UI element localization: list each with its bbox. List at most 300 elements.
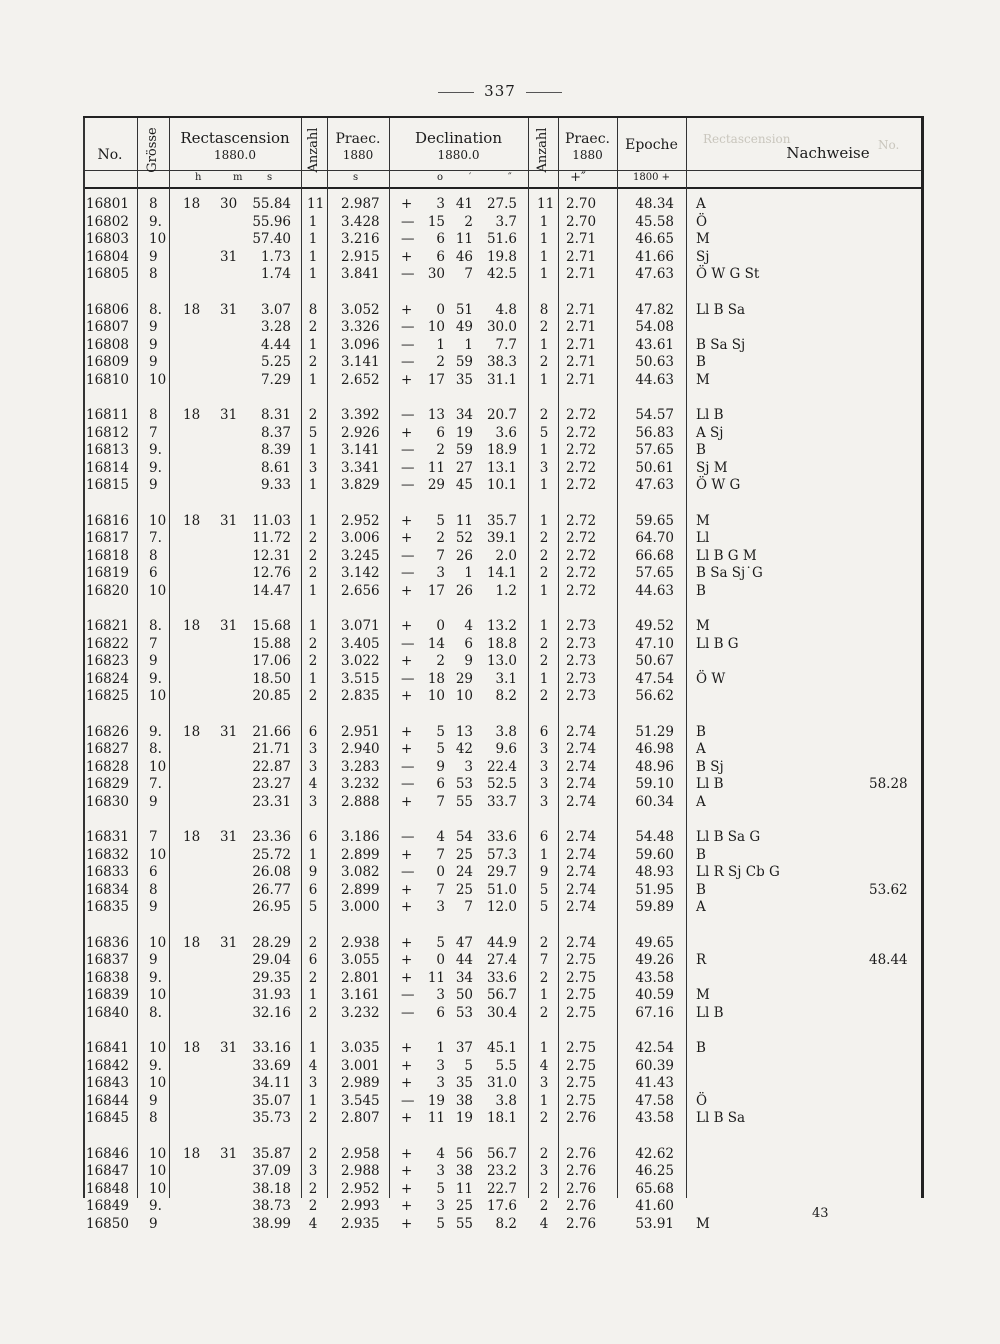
cell-ra-precession: 3.515 (341, 670, 380, 687)
cell-magnitude: 7 (149, 635, 158, 652)
table-row (83, 442, 921, 459)
cell-ra-precession: 3.232 (341, 1004, 380, 1021)
cell-references: B (696, 1040, 706, 1056)
cell-references: Ö W G St (696, 266, 760, 283)
cell-magnitude: 9. (149, 723, 162, 740)
cell-references: A (696, 741, 706, 758)
header-praec: Praec. (335, 131, 381, 147)
cell-ra-count: 2 (308, 1004, 318, 1021)
cell-magnitude: 6 (149, 565, 158, 582)
cell-dec-minutes: 55 (455, 1215, 473, 1232)
cell-magnitude: 8. (149, 618, 162, 634)
cell-ra-count: 2 (308, 1145, 318, 1162)
cell-ra-precession: 3.000 (341, 899, 380, 916)
cell-magnitude: 7. (149, 530, 162, 547)
cell-epoch: 47.82 (635, 301, 674, 318)
cell-dec-degrees: 17 (427, 371, 445, 388)
cell-dec-count: 3 (539, 793, 549, 810)
cell-ra-precession: 3.326 (341, 319, 380, 336)
cell-ra-seconds: 38.99 (252, 1215, 291, 1232)
cell-dec-count: 4 (539, 1215, 549, 1232)
cell-epoch: 42.62 (635, 1145, 674, 1162)
cell-dec-count: 4 (539, 1057, 549, 1074)
table-row (83, 864, 921, 881)
cell-dec-sign: + (401, 952, 413, 969)
cell-magnitude: 10 (149, 371, 167, 388)
cell-dec-minutes: 46 (455, 248, 473, 265)
cell-star-number: 16825 (86, 688, 129, 705)
table-row (83, 196, 921, 213)
cell-ra-seconds: 33.16 (252, 1040, 291, 1056)
cell-magnitude: 8. (149, 1004, 162, 1021)
cell-ra-minutes: 31 (220, 723, 238, 740)
cell-dec-seconds: 27.4 (486, 952, 517, 969)
cell-dec-minutes: 50 (455, 987, 473, 1004)
cell-epoch: 59.89 (635, 899, 674, 916)
cell-ra-seconds: 55.96 (252, 213, 291, 230)
header-praec-year: 1880 (342, 148, 374, 162)
cell-ra-minutes: 31 (220, 1145, 238, 1162)
cell-ra-precession: 2.801 (341, 969, 380, 986)
cell-dec-degrees: 4 (436, 1145, 445, 1162)
cell-dec-degrees: 6 (436, 248, 445, 265)
cell-ra-hours: 18 (183, 829, 201, 845)
cell-ra-precession: 3.392 (341, 407, 380, 423)
cell-dec-sign: + (401, 1040, 413, 1056)
cell-ra-count: 1 (308, 670, 318, 687)
table-row (83, 636, 921, 653)
cell-star-number: 16834 (86, 881, 129, 898)
cell-dec-minutes: 41 (455, 196, 473, 212)
cell-dec-precession: 2.74 (566, 758, 597, 775)
header-dec-unit-deg: o (437, 172, 444, 183)
cell-ra-seconds: 8.39 (260, 442, 291, 459)
cell-dec-degrees: 3 (436, 899, 445, 916)
cell-dec-precession: 2.73 (566, 688, 597, 705)
cell-dec-degrees: 19 (427, 1092, 445, 1109)
cell-star-number: 16818 (86, 547, 129, 564)
table-row (83, 319, 921, 336)
cell-dec-degrees: 6 (436, 424, 445, 441)
table-row (83, 724, 921, 741)
table-row (83, 372, 921, 389)
cell-ra-precession: 3.082 (341, 864, 380, 881)
cell-dec-minutes: 44 (455, 952, 473, 969)
cell-magnitude: 8 (149, 196, 158, 212)
cell-ra-count: 8 (308, 301, 318, 318)
cell-dec-degrees: 5 (436, 741, 445, 758)
cell-dec-sign: + (401, 793, 413, 810)
cell-epoch: 46.65 (635, 231, 674, 248)
cell-ra-precession: 3.186 (341, 829, 380, 845)
table-row (83, 741, 921, 758)
cell-references: M (696, 618, 710, 634)
cell-ra-hours: 18 (183, 934, 201, 951)
cell-epoch: 48.93 (635, 864, 674, 881)
cell-ra-count: 1 (308, 336, 318, 353)
cell-ra-seconds: 28.29 (252, 934, 291, 951)
cell-ra-count: 3 (308, 1163, 318, 1180)
table-row (83, 214, 921, 231)
cell-ra-precession: 2.926 (341, 424, 380, 441)
cell-references: Ll B Sa (696, 1110, 746, 1127)
cell-dec-precession: 2.71 (566, 301, 597, 318)
cell-epoch: 59.65 (635, 512, 674, 529)
cell-dec-sign: + (401, 1075, 413, 1092)
cell-dec-sign: — (401, 864, 415, 881)
cell-ra-count: 6 (308, 952, 318, 969)
cell-magnitude: 9. (149, 969, 162, 986)
cell-references: B (696, 723, 706, 740)
table-row (83, 425, 921, 442)
cell-dec-minutes: 11 (455, 1180, 473, 1197)
cell-star-number: 16816 (86, 512, 129, 529)
cell-star-number: 16812 (86, 424, 129, 441)
cell-dec-seconds: 18.9 (486, 442, 517, 459)
cell-dec-count: 1 (539, 512, 549, 529)
cell-ra-seconds: 23.27 (252, 776, 291, 793)
cell-magnitude: 10 (149, 846, 167, 863)
cell-epoch: 43.61 (635, 336, 674, 353)
table-row (83, 776, 921, 793)
cell-references: M (696, 512, 710, 529)
header-praec-2-unit: +″ (570, 170, 586, 185)
cell-dec-degrees: 10 (427, 319, 445, 336)
cell-dec-sign: — (401, 319, 415, 336)
cell-dec-sign: + (401, 741, 413, 758)
table-row (83, 1198, 921, 1215)
cell-ra-hours: 18 (183, 1040, 201, 1056)
cell-ra-count: 1 (308, 248, 318, 265)
cell-star-number: 16833 (86, 864, 129, 881)
cell-ra-precession: 2.935 (341, 1215, 380, 1232)
cell-magnitude: 8 (149, 407, 158, 423)
cell-ra-precession: 3.232 (341, 776, 380, 793)
cell-ra-count: 4 (308, 1057, 318, 1074)
cell-references: Ll B (696, 776, 724, 793)
cell-dec-count: 1 (539, 336, 549, 353)
cell-dec-degrees: 5 (436, 934, 445, 951)
cell-ra-count: 4 (308, 776, 318, 793)
cell-extra-epoch: 58.28 (869, 776, 908, 793)
cell-dec-degrees: 3 (436, 1075, 445, 1092)
table-row (83, 1216, 921, 1233)
cell-dec-minutes: 24 (455, 864, 473, 881)
cell-ra-count: 2 (308, 969, 318, 986)
cell-star-number: 16803 (86, 231, 129, 248)
cell-epoch: 56.62 (635, 688, 674, 705)
header-ra-unit-h: h (195, 172, 202, 183)
folio-number: 43 (812, 1206, 829, 1221)
cell-ra-hours: 18 (183, 196, 201, 212)
cell-dec-count: 3 (539, 758, 549, 775)
cell-dec-precession: 2.74 (566, 776, 597, 793)
table-row (83, 583, 921, 600)
cell-ra-seconds: 22.87 (252, 758, 291, 775)
cell-star-number: 16804 (86, 248, 129, 265)
cell-references: B (696, 354, 706, 371)
cell-ra-precession: 3.055 (341, 952, 380, 969)
cell-dec-precession: 2.75 (566, 1092, 597, 1109)
cell-epoch: 54.57 (635, 407, 674, 423)
cell-dec-seconds: 22.4 (486, 758, 517, 775)
cell-ra-count: 1 (308, 1092, 318, 1109)
cell-dec-count: 1 (539, 266, 549, 283)
cell-ra-precession: 2.940 (341, 741, 380, 758)
cell-dec-count: 2 (539, 934, 549, 951)
cell-dec-minutes: 59 (455, 354, 473, 371)
cell-dec-sign: — (401, 213, 415, 230)
cell-dec-seconds: 56.7 (486, 1145, 517, 1162)
cell-magnitude: 8 (149, 266, 158, 283)
cell-dec-seconds: 33.6 (486, 969, 517, 986)
cell-ra-count: 1 (308, 1040, 318, 1056)
cell-dec-seconds: 12.0 (486, 899, 517, 916)
cell-ra-seconds: 32.16 (252, 1004, 291, 1021)
cell-dec-count: 1 (539, 213, 549, 230)
cell-dec-seconds: 27.5 (486, 196, 517, 212)
cell-dec-minutes: 26 (455, 547, 473, 564)
cell-dec-precession: 2.71 (566, 248, 597, 265)
cell-ra-count: 1 (308, 846, 318, 863)
cell-ra-count: 2 (308, 688, 318, 705)
cell-dec-degrees: 29 (427, 477, 445, 494)
cell-ra-seconds: 12.31 (252, 547, 291, 564)
cell-epoch: 57.65 (635, 565, 674, 582)
cell-dec-precession: 2.72 (566, 565, 597, 582)
cell-ra-precession: 3.283 (341, 758, 380, 775)
cell-dec-count: 8 (539, 301, 549, 318)
cell-dec-precession: 2.75 (566, 969, 597, 986)
cell-dec-count: 2 (539, 969, 549, 986)
cell-dec-seconds: 5.5 (495, 1057, 517, 1074)
cell-star-number: 16805 (86, 266, 129, 283)
cell-ra-precession: 2.993 (341, 1198, 380, 1215)
cell-dec-seconds: 18.8 (486, 635, 517, 652)
cell-dec-seconds: 3.8 (495, 723, 517, 740)
cell-dec-count: 3 (539, 741, 549, 758)
cell-star-number: 16831 (86, 829, 129, 845)
cell-dec-degrees: 11 (427, 969, 445, 986)
cell-star-number: 16844 (86, 1092, 129, 1109)
cell-magnitude: 9 (149, 1215, 158, 1232)
cell-ra-precession: 3.161 (341, 987, 380, 1004)
cell-references: Ö (696, 1092, 708, 1109)
cell-star-number: 16813 (86, 442, 129, 459)
cell-ra-minutes: 30 (220, 196, 238, 212)
cell-ra-count: 2 (308, 354, 318, 371)
cell-epoch: 60.34 (635, 793, 674, 810)
cell-references: Ö (696, 213, 708, 230)
cell-star-number: 16811 (86, 407, 129, 423)
header-ra-epoch: 1880.0 (214, 148, 256, 162)
cell-dec-seconds: 33.6 (486, 829, 517, 845)
cell-dec-sign: — (401, 987, 415, 1004)
cell-dec-degrees: 18 (427, 670, 445, 687)
cell-ra-count: 5 (308, 899, 318, 916)
cell-dec-minutes: 53 (455, 1004, 473, 1021)
show-through-text: Rectascension (703, 132, 791, 146)
cell-dec-seconds: 56.7 (486, 987, 517, 1004)
cell-dec-degrees: 0 (436, 864, 445, 881)
cell-dec-minutes: 9 (464, 653, 473, 670)
table-row (83, 460, 921, 477)
cell-dec-precession: 2.76 (566, 1163, 597, 1180)
cell-dec-seconds: 31.0 (486, 1075, 517, 1092)
cell-references: B (696, 582, 706, 599)
cell-ra-precession: 2.951 (341, 723, 380, 740)
cell-ra-seconds: 3.07 (260, 301, 291, 318)
header-dec-title: Declination (414, 129, 503, 147)
cell-dec-precession: 2.74 (566, 881, 597, 898)
table-row (83, 1181, 921, 1198)
cell-ra-minutes: 31 (220, 618, 238, 634)
cell-references: Sj (696, 248, 710, 265)
cell-dec-seconds: 35.7 (486, 512, 517, 529)
cell-ra-precession: 3.545 (341, 1092, 380, 1109)
cell-ra-precession: 3.341 (341, 459, 380, 476)
cell-dec-minutes: 47 (455, 934, 473, 951)
cell-dec-precession: 2.74 (566, 934, 597, 951)
cell-ra-count: 1 (308, 442, 318, 459)
table-row (83, 829, 921, 846)
cell-ra-count: 3 (308, 1075, 318, 1092)
cell-dec-minutes: 34 (455, 407, 473, 423)
cell-ra-count: 2 (308, 635, 318, 652)
cell-ra-precession: 3.405 (341, 635, 380, 652)
cell-star-number: 16817 (86, 530, 129, 547)
cell-ra-count: 3 (308, 459, 318, 476)
cell-ra-count: 2 (308, 530, 318, 547)
cell-dec-minutes: 3 (464, 758, 473, 775)
cell-dec-minutes: 38 (455, 1163, 473, 1180)
cell-dec-seconds: 30.4 (486, 1004, 517, 1021)
cell-dec-precession: 2.72 (566, 407, 597, 423)
cell-dec-seconds: 51.0 (486, 881, 517, 898)
cell-dec-minutes: 6 (464, 635, 473, 652)
cell-dec-degrees: 2 (436, 442, 445, 459)
cell-dec-degrees: 3 (436, 196, 445, 212)
cell-dec-sign: + (401, 1180, 413, 1197)
cell-dec-sign: — (401, 1004, 415, 1021)
cell-dec-degrees: 9 (436, 758, 445, 775)
cell-epoch: 49.26 (635, 952, 674, 969)
cell-magnitude: 10 (149, 582, 167, 599)
cell-dec-degrees: 2 (436, 354, 445, 371)
table-row (83, 1110, 921, 1127)
cell-dec-precession: 2.70 (566, 196, 597, 212)
cell-dec-seconds: 7.7 (495, 336, 517, 353)
table-row (83, 970, 921, 987)
header-praec-unit: s (353, 172, 359, 183)
cell-dec-sign: + (401, 1215, 413, 1232)
cell-dec-count: 2 (539, 635, 549, 652)
cell-ra-precession: 3.841 (341, 266, 380, 283)
cell-dec-minutes: 11 (455, 231, 473, 248)
cell-epoch: 44.63 (635, 582, 674, 599)
cell-ra-minutes: 31 (220, 248, 238, 265)
cell-dec-degrees: 3 (436, 565, 445, 582)
cell-dec-sign: + (401, 301, 413, 318)
table-row (83, 1093, 921, 1110)
cell-epoch: 47.63 (635, 266, 674, 283)
cell-star-number: 16839 (86, 987, 129, 1004)
cell-dec-precession: 2.75 (566, 1004, 597, 1021)
cell-dec-degrees: 6 (436, 776, 445, 793)
cell-epoch: 43.58 (635, 1110, 674, 1127)
cell-epoch: 47.54 (635, 670, 674, 687)
cell-ra-seconds: 26.08 (252, 864, 291, 881)
cell-dec-count: 2 (539, 547, 549, 564)
cell-dec-minutes: 26 (455, 582, 473, 599)
cell-dec-minutes: 38 (455, 1092, 473, 1109)
cell-ra-seconds: 5.25 (260, 354, 291, 371)
cell-dec-count: 6 (539, 829, 549, 845)
cell-ra-precession: 2.899 (341, 846, 380, 863)
cell-dec-precession: 2.75 (566, 1057, 597, 1074)
cell-magnitude: 8 (149, 881, 158, 898)
cell-dec-seconds: 8.2 (495, 1215, 517, 1232)
cell-magnitude: 9 (149, 899, 158, 916)
cell-ra-count: 2 (308, 653, 318, 670)
cell-ra-count: 6 (308, 829, 318, 845)
cell-dec-sign: + (401, 1198, 413, 1215)
cell-dec-precession: 2.72 (566, 424, 597, 441)
cell-ra-count: 6 (308, 723, 318, 740)
cell-dec-seconds: 3.6 (495, 424, 517, 441)
cell-references: M (696, 1215, 710, 1232)
cell-epoch: 44.63 (635, 371, 674, 388)
cell-star-number: 16824 (86, 670, 129, 687)
table-row (83, 1058, 921, 1075)
cell-epoch: 60.39 (635, 1057, 674, 1074)
cell-ra-seconds: 37.09 (252, 1163, 291, 1180)
cell-ra-hours: 18 (183, 723, 201, 740)
header-ra-title: Rectascension (180, 129, 290, 147)
cell-epoch: 49.65 (635, 934, 674, 951)
cell-dec-minutes: 25 (455, 846, 473, 863)
header-praec-2-year: 1880 (572, 148, 603, 162)
cell-star-number: 16830 (86, 793, 129, 810)
cell-dec-degrees: 11 (427, 1110, 445, 1127)
cell-dec-degrees: 7 (436, 881, 445, 898)
cell-ra-count: 2 (308, 1198, 318, 1215)
table-row (83, 407, 921, 424)
cell-ra-precession: 2.989 (341, 1075, 380, 1092)
cell-dec-seconds: 52.5 (486, 776, 517, 793)
cell-ra-count: 2 (308, 547, 318, 564)
cell-dec-precession: 2.71 (566, 319, 597, 336)
cell-star-number: 16829 (86, 776, 129, 793)
cell-ra-precession: 3.829 (341, 477, 380, 494)
cell-dec-seconds: 3.1 (495, 670, 517, 687)
cell-dec-seconds: 20.7 (486, 407, 517, 423)
cell-ra-seconds: 7.29 (260, 371, 291, 388)
cell-references: M (696, 371, 710, 388)
cell-dec-precession: 2.76 (566, 1215, 597, 1232)
cell-dec-degrees: 17 (427, 582, 445, 599)
cell-star-number: 16801 (86, 196, 129, 212)
table-row (83, 231, 921, 248)
cell-dec-sign: + (401, 969, 413, 986)
table-row (83, 1163, 921, 1180)
cell-dec-degrees: 5 (436, 1215, 445, 1232)
cell-dec-seconds: 9.6 (495, 741, 517, 758)
header-praec-2: Praec. (564, 131, 611, 147)
cell-dec-degrees: 3 (436, 1198, 445, 1215)
cell-magnitude: 10 (149, 1145, 167, 1162)
cell-ra-precession: 2.952 (341, 512, 380, 529)
